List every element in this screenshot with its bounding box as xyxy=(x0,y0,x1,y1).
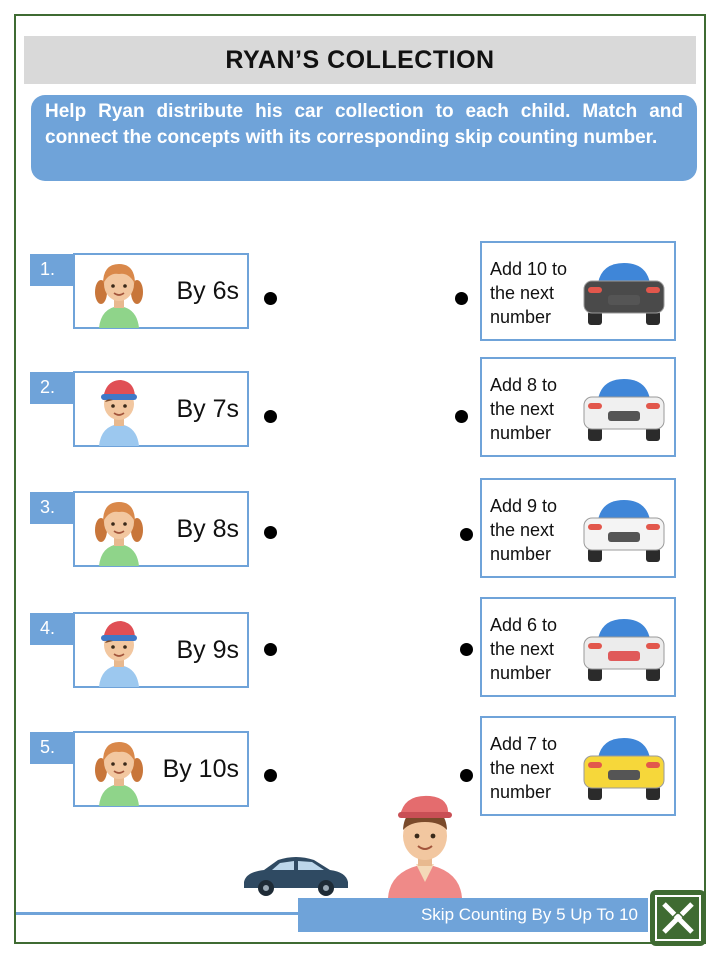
instructions-box: Help Ryan distribute his car collection to each child. Match and connect the concepts with its corresponding skip counting number. xyxy=(31,95,697,181)
rule-text-line: Add 9 to xyxy=(490,496,558,516)
rule-text-line: Add 8 to xyxy=(490,375,558,395)
rule-text xyxy=(490,732,582,804)
toy-car-icon xyxy=(240,852,352,898)
rule-text xyxy=(490,613,582,685)
item-number-tab: 5. xyxy=(30,732,74,764)
left-match-dot[interactable] xyxy=(264,410,277,423)
rule-text-line: number xyxy=(490,544,552,564)
rule-card xyxy=(480,241,676,341)
skip-count-card xyxy=(73,612,249,688)
item-number-tab: 1. xyxy=(30,254,74,286)
rule-text-line: the next xyxy=(490,639,555,659)
item-number-tab: 2. xyxy=(30,372,74,404)
left-match-dot[interactable] xyxy=(264,769,277,782)
right-match-dot[interactable] xyxy=(460,528,473,541)
rule-text-line: number xyxy=(490,782,552,802)
rule-text-line: number xyxy=(490,423,552,443)
rule-text-line: Add 7 to xyxy=(490,734,558,754)
ryan-boy-icon xyxy=(380,790,470,898)
rule-text-line: number xyxy=(490,663,552,683)
skip-count-label: By 6s xyxy=(176,276,239,305)
rule-text xyxy=(490,373,582,445)
skip-count-card xyxy=(73,491,249,567)
skip-count-card xyxy=(73,253,249,329)
footer-text: Skip Counting By 5 Up To 10 xyxy=(420,905,638,924)
skip-count-card xyxy=(73,371,249,447)
rule-text-line: the next xyxy=(490,520,555,540)
left-match-dot[interactable] xyxy=(264,292,277,305)
skip-count-label: By 10s xyxy=(162,754,239,783)
rule-card xyxy=(480,478,676,578)
boy-icon xyxy=(93,617,145,687)
skip-count-label: By 9s xyxy=(176,635,239,664)
right-match-dot[interactable] xyxy=(460,643,473,656)
rule-card xyxy=(480,597,676,697)
white-grille-car-icon xyxy=(578,494,670,564)
left-match-dot[interactable] xyxy=(264,643,277,656)
item-number-tab: 4. xyxy=(30,613,74,645)
right-match-dot[interactable] xyxy=(455,410,468,423)
rule-text-line: Add 6 to xyxy=(490,615,558,635)
rule-text-line: the next xyxy=(490,283,555,303)
yellow-car-icon xyxy=(578,732,670,802)
right-match-dot[interactable] xyxy=(455,292,468,305)
rule-text-line: the next xyxy=(490,758,555,778)
girl-icon xyxy=(93,496,145,566)
skip-count-label: By 7s xyxy=(176,394,239,423)
rule-text xyxy=(490,257,582,329)
rule-card xyxy=(480,716,676,816)
rule-text-line: the next xyxy=(490,399,555,419)
item-number-tab: 3. xyxy=(30,492,74,524)
silver-red-car-icon xyxy=(578,613,670,683)
rule-text xyxy=(490,494,582,566)
white-car-icon xyxy=(578,373,670,443)
dark-car-icon xyxy=(578,257,670,327)
boy-icon xyxy=(93,376,145,446)
footer-line xyxy=(16,912,306,915)
girl-icon xyxy=(93,258,145,328)
logo-icon xyxy=(650,890,706,946)
rule-card xyxy=(480,357,676,457)
footer-bar xyxy=(298,898,648,932)
rule-text-line: Add 10 to xyxy=(490,259,568,279)
page-title: RYAN’S COLLECTION xyxy=(24,36,696,84)
skip-count-label: By 8s xyxy=(176,514,239,543)
girl-icon xyxy=(93,736,145,806)
rule-text-line: number xyxy=(490,307,552,327)
right-match-dot[interactable] xyxy=(460,769,473,782)
left-match-dot[interactable] xyxy=(264,526,277,539)
skip-count-card xyxy=(73,731,249,807)
